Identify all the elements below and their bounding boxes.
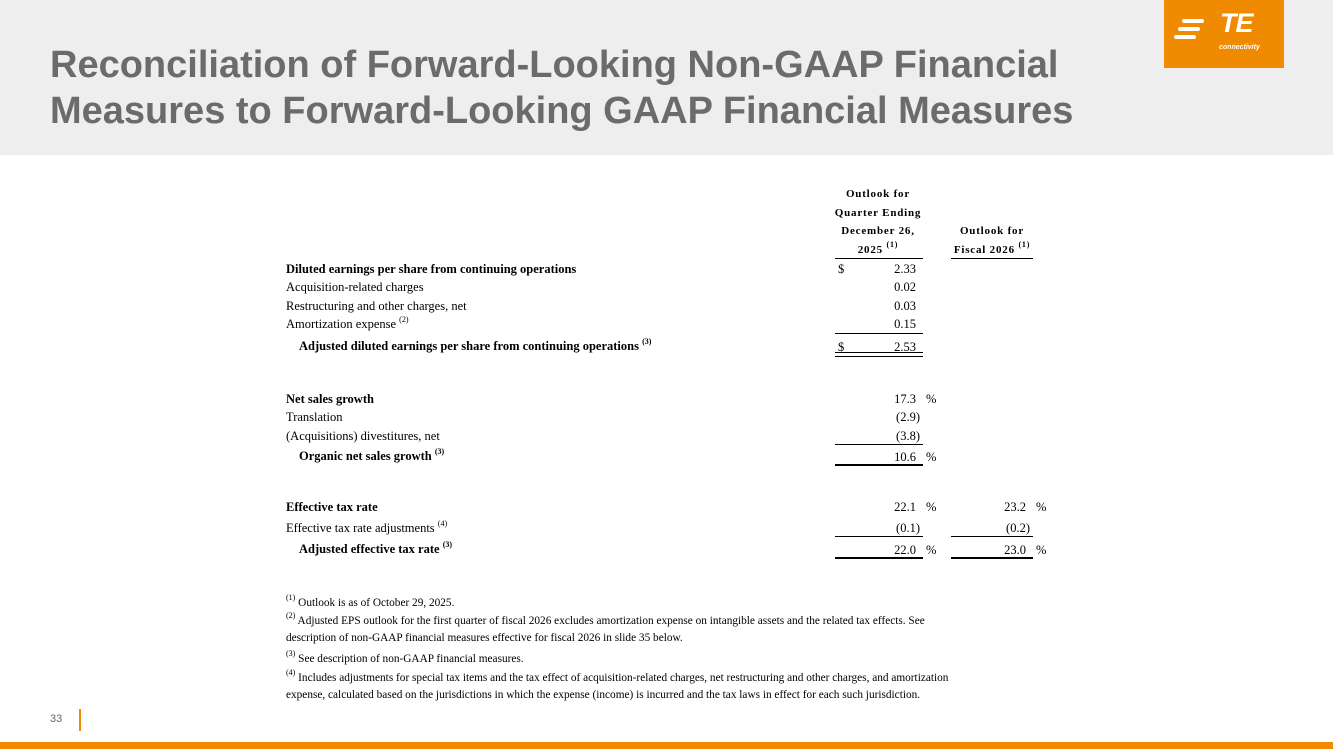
footnote-2: $^{(2)}$ Adjusted EPS outlook for the first quarter of fiscal 2026 excludes amortization expense on intangible assets and the related tax effects. See [286,611,925,627]
adj-tax-rate-label: Adjusted effective tax rate $^{(3)}$ [299,539,453,556]
organic-growth-label: Organic net sales growth $^{(3)}$ [299,446,445,463]
net-sales-growth-label: Net sales growth [286,392,374,406]
amortization-value: 0.15 [894,317,916,331]
organic-growth-value: 10.6 [894,450,916,464]
page-number-divider [79,709,81,731]
footnote-2-cont: description of non-GAAP financial measures effective for fiscal 2026 in slide 35 below. [286,632,683,644]
logo-subtext: connectivity [1219,44,1260,51]
col-header-quarter: Outlook for Quarter Ending December 26, 2025 $^{(1)}$ [834,188,922,256]
col-underline-fiscal [951,258,1033,259]
adj-tax-rate-quarter-pct: % [926,543,937,557]
footnote-4: $^{(4)}$ Includes adjustments for special tax items and the tax effect of acquisition-related charges, net restructuring and other charges, and amortization [286,668,949,684]
eps-row-label: Diluted earnings per share from continuing operations [286,262,577,276]
restructuring-value: 0.03 [894,299,916,313]
title-line-1: Reconciliation of Forward-Looking Non-GAAP Financial [50,44,1059,86]
translation-label: Translation [286,410,343,424]
footnote-3: $^{(3)}$ See description of non-GAAP financial measures. [286,649,524,665]
adj-eps-double-underline [835,352,923,357]
adj-tax-rate-fiscal-value: 23.0 [1004,543,1026,557]
bottom-accent-bar [0,742,1333,749]
tax-adjustments-label: Effective tax rate adjustments $^{(4)}$ [286,518,448,535]
tax-adjustments-quarter-value: (0.1) [896,521,920,535]
organic-growth-pct: % [926,450,937,464]
acq-charges-label: Acquisition-related charges [286,280,424,294]
acq-charges-value: 0.02 [894,280,916,294]
col-underline-quarter [835,258,923,259]
tax-subtotal-line-quarter [835,536,923,537]
footnote-4-cont: expense, calculated based on the jurisdictions in which the expense (income) is incurred and the tax laws in effect for each such jurisdiction. [286,689,921,701]
adj-tax-rate-fiscal-pct: % [1036,543,1047,557]
restructuring-label: Restructuring and other charges, net [286,299,467,313]
acquisitions-value: (3.8) [896,429,920,443]
translation-value: (2.9) [896,410,920,424]
eps-subtotal-line [835,333,923,334]
tax-rate-fiscal-value: 23.2 [1004,500,1026,514]
tax-rate-quarter-value: 22.1 [894,500,916,514]
tax-rate-fiscal-pct: % [1036,500,1047,514]
tax-rate-quarter-pct: % [926,500,937,514]
tax-rate-label: Effective tax rate [286,500,378,514]
eps-currency: $ [838,262,845,276]
footnote-1: $^{(1)}$ Outlook is as of October 29, 2025. [286,593,455,609]
eps-value: 2.33 [894,262,916,276]
acquisitions-label: (Acquisitions) divestitures, net [286,429,440,443]
page-title [50,42,1150,134]
tax-subtotal-line-fiscal [951,536,1033,537]
amortization-label: Amortization expense $^{(2)}$ [286,314,409,331]
title-line-2: Measures to Forward-Looking GAAP Financial Measures [50,90,1074,132]
organic-growth-underline [835,464,923,466]
page-number: 33 [50,713,63,725]
net-sales-growth-value: 17.3 [894,392,916,406]
logo-text: TE [1220,8,1253,38]
adj-tax-underline-fiscal [951,557,1033,559]
adj-eps-currency: $ [838,340,845,354]
col-header-fiscal: Outlook for Fiscal 2026 $^{(1)}$ [953,225,1031,256]
net-sales-growth-pct: % [926,392,937,406]
sales-subtotal-line [835,444,923,445]
adj-tax-rate-quarter-value: 22.0 [894,543,916,557]
adj-eps-label: Adjusted diluted earnings per share from continuing operations $^{(3)}$ [299,336,652,353]
tax-adjustments-fiscal-value: (0.2) [1006,521,1030,535]
adj-eps-value: 2.53 [894,340,916,354]
adj-tax-underline-quarter [835,557,923,559]
